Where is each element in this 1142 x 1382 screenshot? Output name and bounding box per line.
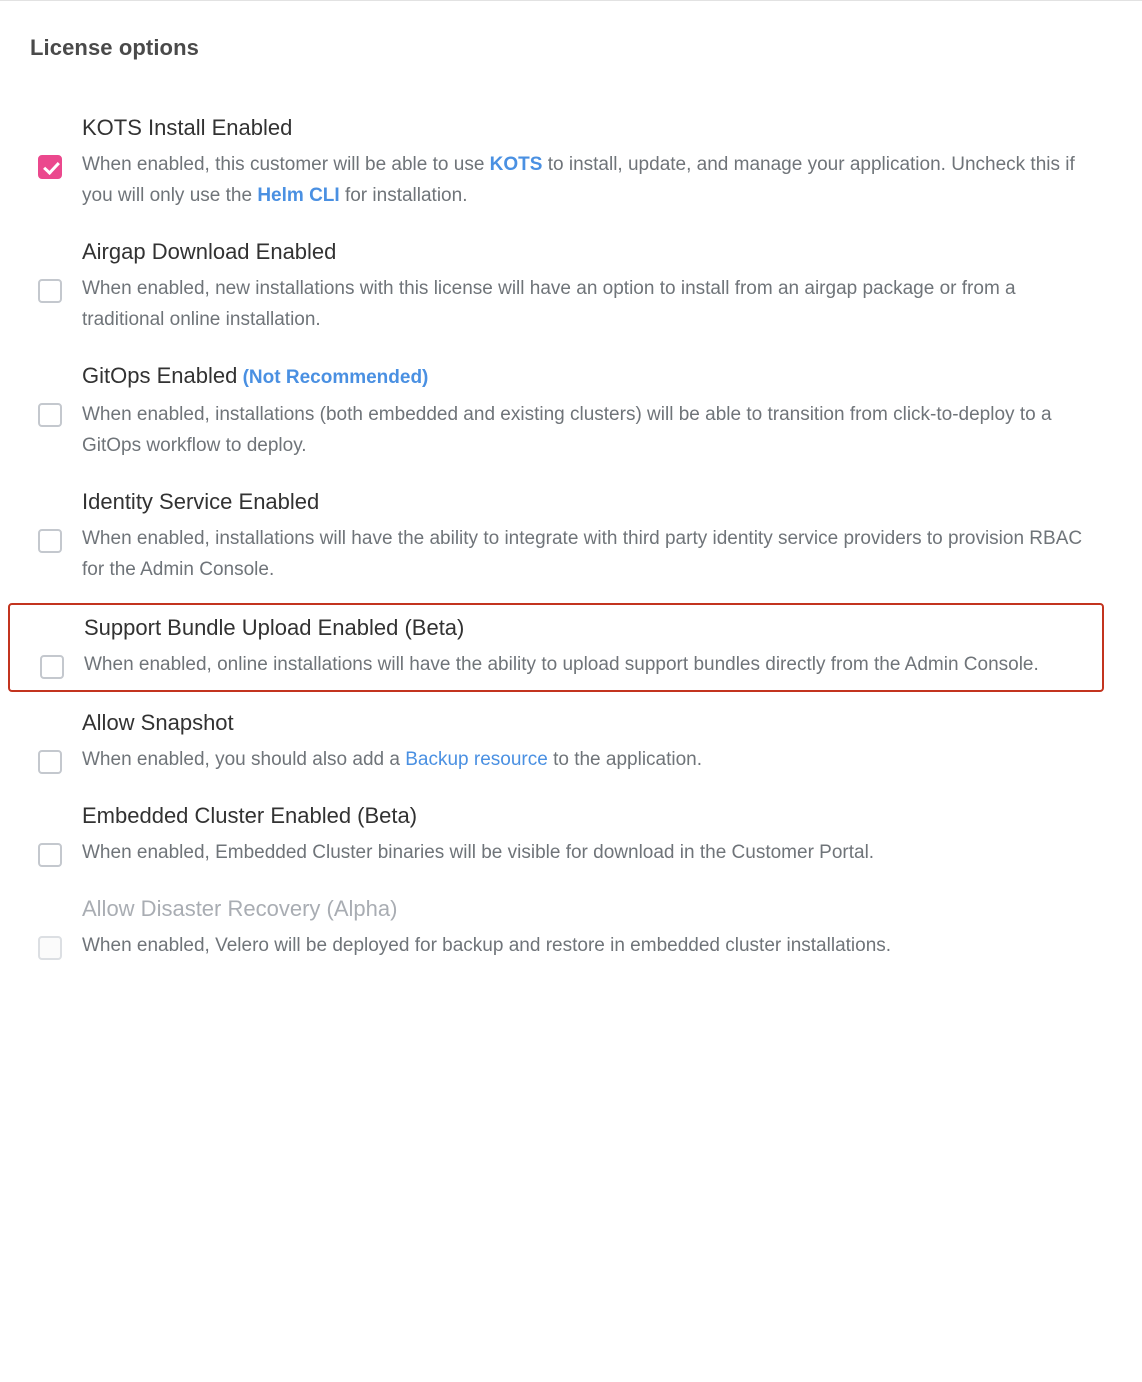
option-body xyxy=(0,479,1112,595)
option-description-text: When enabled, you should also add a xyxy=(82,749,406,770)
option-title: Embedded Cluster Enabled (Beta) xyxy=(82,803,418,828)
option-body xyxy=(8,603,1104,692)
option-body xyxy=(0,229,1112,345)
option-description xyxy=(82,399,1092,461)
checkbox-support-bundle-upload-enabled[interactable] xyxy=(40,655,64,679)
option-description-text: to the application. xyxy=(547,749,703,770)
checkbox-embedded-cluster-enabled[interactable] xyxy=(38,843,62,867)
checkbox-identity-service-enabled[interactable] xyxy=(38,529,62,553)
checkbox-allow-snapshot[interactable] xyxy=(38,750,62,774)
option-description-text: When enabled, installations (both embedded and existing clusters) will be able to transition from click-to-deploy to a GitOps workflow to deploy. xyxy=(82,404,1052,456)
option-description-text: for installation. xyxy=(339,185,468,206)
license-option-identity-service-enabled xyxy=(0,479,1142,595)
option-title: Allow Snapshot xyxy=(82,710,234,735)
option-description-text: When enabled, Embedded Cluster binaries will be visible for download in the Customer Portal. xyxy=(82,842,875,863)
option-description-text: When enabled, online installations will have the ability to upload support bundles directly from the Admin Console. xyxy=(84,654,1039,675)
option-description-link[interactable]: Backup resource xyxy=(405,749,548,770)
option-title: Allow Disaster Recovery (Alpha) xyxy=(82,896,398,921)
license-option-airgap-download-enabled xyxy=(0,229,1142,345)
option-description xyxy=(82,744,1092,775)
option-description xyxy=(82,273,1092,335)
license-option-embedded-cluster-enabled xyxy=(0,793,1142,878)
option-title: GitOps Enabled (Not Recommended) xyxy=(82,363,429,388)
checkbox-gitops-enabled[interactable] xyxy=(38,403,62,427)
page-title: License options xyxy=(30,35,199,60)
option-body xyxy=(0,793,1112,878)
option-description-text: When enabled, this customer will be able to use xyxy=(82,154,490,175)
checkbox-kots-install-enabled[interactable] xyxy=(38,155,62,179)
license-option-allow-snapshot xyxy=(0,700,1142,785)
license-option-support-bundle-upload-enabled xyxy=(0,603,1142,692)
checkbox-allow-disaster-recovery xyxy=(38,936,62,960)
option-description xyxy=(82,930,1092,961)
option-description-text: to install, update, and manage your application. Uncheck this if you will only use the xyxy=(82,154,1075,206)
checkbox-airgap-download-enabled[interactable] xyxy=(38,279,62,303)
option-title: Support Bundle Upload Enabled (Beta) xyxy=(84,615,465,640)
option-description xyxy=(82,149,1092,211)
license-options-list xyxy=(0,105,1142,979)
option-title: Airgap Download Enabled xyxy=(82,239,337,264)
option-description xyxy=(82,837,1092,868)
option-description xyxy=(84,649,1082,680)
option-title: KOTS Install Enabled xyxy=(82,115,293,140)
option-description xyxy=(82,523,1092,585)
option-body xyxy=(0,105,1112,221)
option-description-text: When enabled, installations will have the ability to integrate with third party identity service providers to provision RBAC for the Admin Console. xyxy=(82,528,1083,580)
option-description-link[interactable]: KOTS xyxy=(489,154,543,175)
option-description-text: When enabled, Velero will be deployed for backup and restore in embedded cluster installations. xyxy=(82,935,892,956)
option-body xyxy=(0,886,1112,971)
option-body xyxy=(0,353,1112,471)
option-description-text: When enabled, new installations with this license will have an option to install from an airgap package or from a traditional online installation. xyxy=(82,278,1016,330)
license-option-allow-disaster-recovery xyxy=(0,886,1142,971)
option-title-note: (Not Recommended) xyxy=(237,367,429,388)
license-option-kots-install-enabled xyxy=(0,105,1142,221)
option-body xyxy=(0,700,1112,785)
license-option-gitops-enabled xyxy=(0,353,1142,471)
option-title: Identity Service Enabled xyxy=(82,489,320,514)
option-description-link[interactable]: Helm CLI xyxy=(257,185,340,206)
